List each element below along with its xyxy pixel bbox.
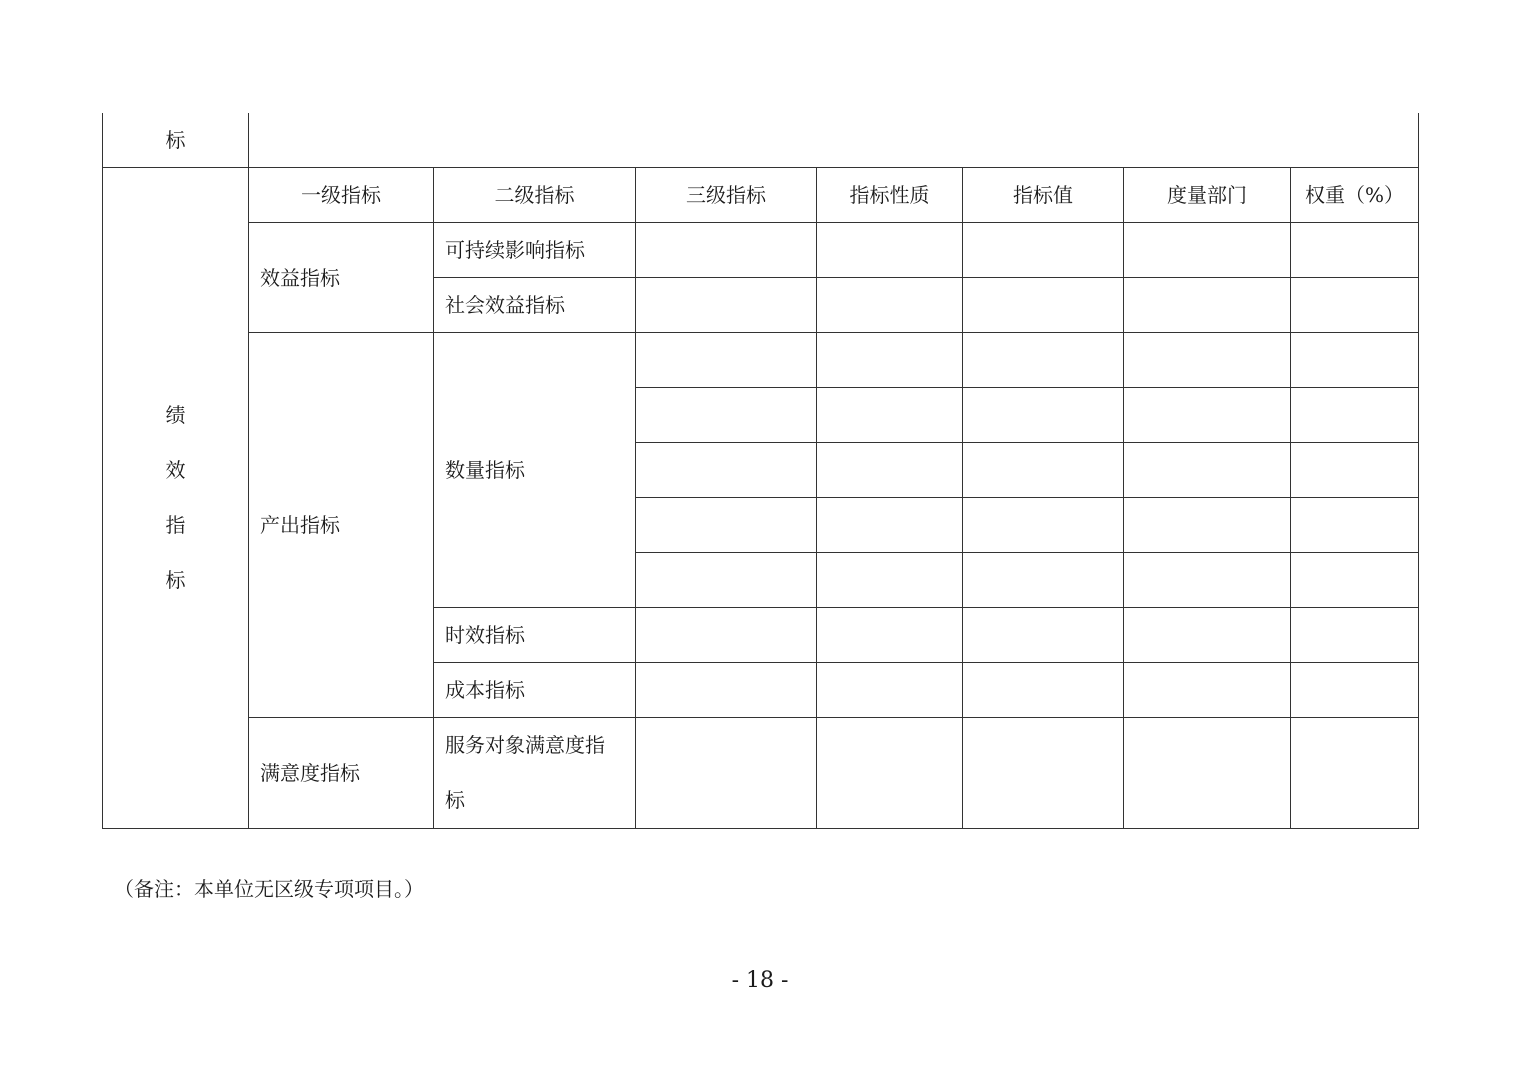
- header-department: 度量部门: [1124, 168, 1291, 223]
- page-number: - 18 -: [731, 968, 789, 993]
- header-value: 指标值: [963, 168, 1124, 223]
- empty-cell: [1291, 223, 1419, 278]
- empty-cell: [817, 223, 963, 278]
- empty-cell: [1124, 223, 1291, 278]
- empty-cell: [636, 498, 817, 553]
- level1-output: 产出指标: [249, 333, 434, 718]
- empty-cell: [636, 718, 817, 829]
- empty-cell: [817, 553, 963, 608]
- continued-content-cell: [249, 113, 1419, 168]
- level2-service-satisfaction-line2: 标: [445, 788, 465, 812]
- level2-service-satisfaction-line1: 服务对象满意度指: [445, 733, 605, 757]
- empty-cell: [963, 223, 1124, 278]
- level2-cost: 成本指标: [434, 663, 636, 718]
- empty-cell: [963, 443, 1124, 498]
- level1-benefit: 效益指标: [249, 223, 434, 333]
- header-weight: 权重（%）: [1291, 168, 1419, 223]
- table-header-row: [103, 168, 1419, 223]
- level1-satisfaction: 满意度指标: [249, 718, 434, 829]
- table-row: [103, 718, 1419, 829]
- empty-cell: [1291, 388, 1419, 443]
- performance-indicator-side-label: [103, 168, 249, 829]
- empty-cell: [1124, 553, 1291, 608]
- empty-cell: [963, 498, 1124, 553]
- empty-cell: [636, 223, 817, 278]
- empty-cell: [636, 663, 817, 718]
- side-label-char: 标: [165, 568, 186, 592]
- empty-cell: [817, 663, 963, 718]
- empty-cell: [636, 608, 817, 663]
- empty-cell: [1291, 278, 1419, 333]
- side-label-char: 绩: [165, 403, 186, 427]
- side-label-char: 指: [165, 513, 186, 537]
- empty-cell: [1291, 498, 1419, 553]
- empty-cell: [817, 278, 963, 333]
- empty-cell: [963, 663, 1124, 718]
- level2-quantity: 数量指标: [434, 333, 636, 608]
- level2-service-satisfaction: [434, 718, 636, 829]
- empty-cell: [1291, 718, 1419, 829]
- empty-cell: [963, 388, 1124, 443]
- side-label-char: 效: [165, 458, 186, 482]
- empty-cell: [636, 388, 817, 443]
- empty-cell: [636, 278, 817, 333]
- empty-cell: [1124, 608, 1291, 663]
- empty-cell: [1124, 718, 1291, 829]
- empty-cell: [1291, 553, 1419, 608]
- empty-cell: [1124, 388, 1291, 443]
- header-level1: 一级指标: [249, 168, 434, 223]
- empty-cell: [817, 443, 963, 498]
- empty-cell: [636, 333, 817, 388]
- table-row: [103, 333, 1419, 388]
- empty-cell: [636, 443, 817, 498]
- empty-cell: [817, 498, 963, 553]
- level2-timeliness: 时效指标: [434, 608, 636, 663]
- remark-note: （备注：本单位无区级专项项目。）: [114, 877, 424, 901]
- performance-indicator-table: [102, 113, 1419, 829]
- empty-cell: [1291, 443, 1419, 498]
- header-level3: 三级指标: [636, 168, 817, 223]
- empty-cell: [963, 718, 1124, 829]
- empty-cell: [817, 333, 963, 388]
- table-row: [103, 223, 1419, 278]
- level2-social-benefit: 社会效益指标: [434, 278, 636, 333]
- level2-sustainable-impact: 可持续影响指标: [434, 223, 636, 278]
- empty-cell: [1124, 498, 1291, 553]
- empty-cell: [1124, 443, 1291, 498]
- empty-cell: [1124, 278, 1291, 333]
- empty-cell: [817, 608, 963, 663]
- empty-cell: [817, 718, 963, 829]
- empty-cell: [963, 608, 1124, 663]
- empty-cell: [963, 333, 1124, 388]
- empty-cell: [1291, 608, 1419, 663]
- empty-cell: [1124, 663, 1291, 718]
- table-row: [103, 113, 1419, 168]
- empty-cell: [963, 553, 1124, 608]
- empty-cell: [1291, 663, 1419, 718]
- empty-cell: [1291, 333, 1419, 388]
- empty-cell: [817, 388, 963, 443]
- header-level2: 二级指标: [434, 168, 636, 223]
- header-nature: 指标性质: [817, 168, 963, 223]
- empty-cell: [963, 278, 1124, 333]
- empty-cell: [1124, 333, 1291, 388]
- empty-cell: [636, 553, 817, 608]
- continued-label-cell: 标: [103, 113, 249, 168]
